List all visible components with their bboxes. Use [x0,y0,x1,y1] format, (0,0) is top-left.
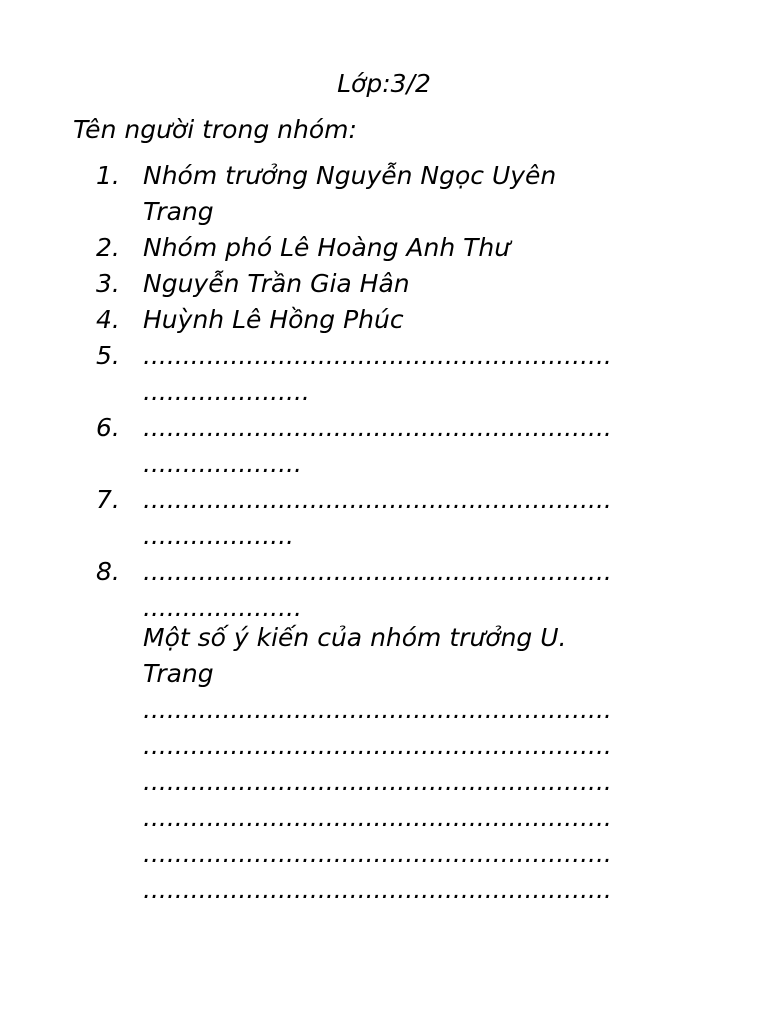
blank-dotted-line: ........................................................... [143,557,612,586]
blank-dotted-line: .................... [143,449,302,478]
blank-dotted-line: ..................... [143,377,310,406]
item-number: 7. [96,485,120,514]
member-list [0,158,768,626]
leader-notes-section [143,620,688,908]
list-item-6 [0,410,768,482]
list-item-3 [0,266,768,302]
notes-dotted-line: ........................................................... [143,767,612,796]
item-number: 3. [96,269,120,298]
list-item-8 [0,554,768,626]
list-item-7 [0,482,768,554]
notes-dotted-line: ........................................................... [143,875,612,904]
notes-title-line: Trang [143,659,214,688]
item-number: 4. [96,305,120,334]
notes-dotted-line: ........................................................... [143,839,612,868]
notes-dotted-line: ........................................................... [143,695,612,724]
notes-dotted-line: ........................................................... [143,731,612,760]
member-name-line: Nhóm phó Lê Hoàng Anh Thư [143,233,511,262]
blank-dotted-line: ........................................................... [143,413,612,442]
item-number: 6. [96,413,120,442]
group-members-heading: Tên người trong nhóm: [73,115,357,144]
item-number: 1. [96,161,120,190]
notes-title-line: Một số ý kiến của nhóm trưởng U. [143,623,567,652]
class-label: Lớp:3/2 [337,69,431,98]
item-number: 5. [96,341,120,370]
blank-dotted-line: .................... [143,593,302,622]
member-name-line: Trang [143,197,214,226]
list-item-4 [0,302,768,338]
list-item-5 [0,338,768,410]
member-name-line: Huỳnh Lê Hồng Phúc [143,305,404,334]
item-number: 2. [96,233,120,262]
notes-dotted-line: ........................................................... [143,803,612,832]
list-item-1 [0,158,768,230]
blank-dotted-line: ........................................................... [143,341,612,370]
member-name-line: Nguyễn Trần Gia Hân [143,269,410,298]
blank-dotted-line: ........................................................... [143,485,612,514]
blank-dotted-line: ................... [143,521,294,550]
list-item-2 [0,230,768,266]
item-number: 8. [96,557,120,586]
member-name-line: Nhóm trưởng Nguyễn Ngọc Uyên [143,161,557,190]
